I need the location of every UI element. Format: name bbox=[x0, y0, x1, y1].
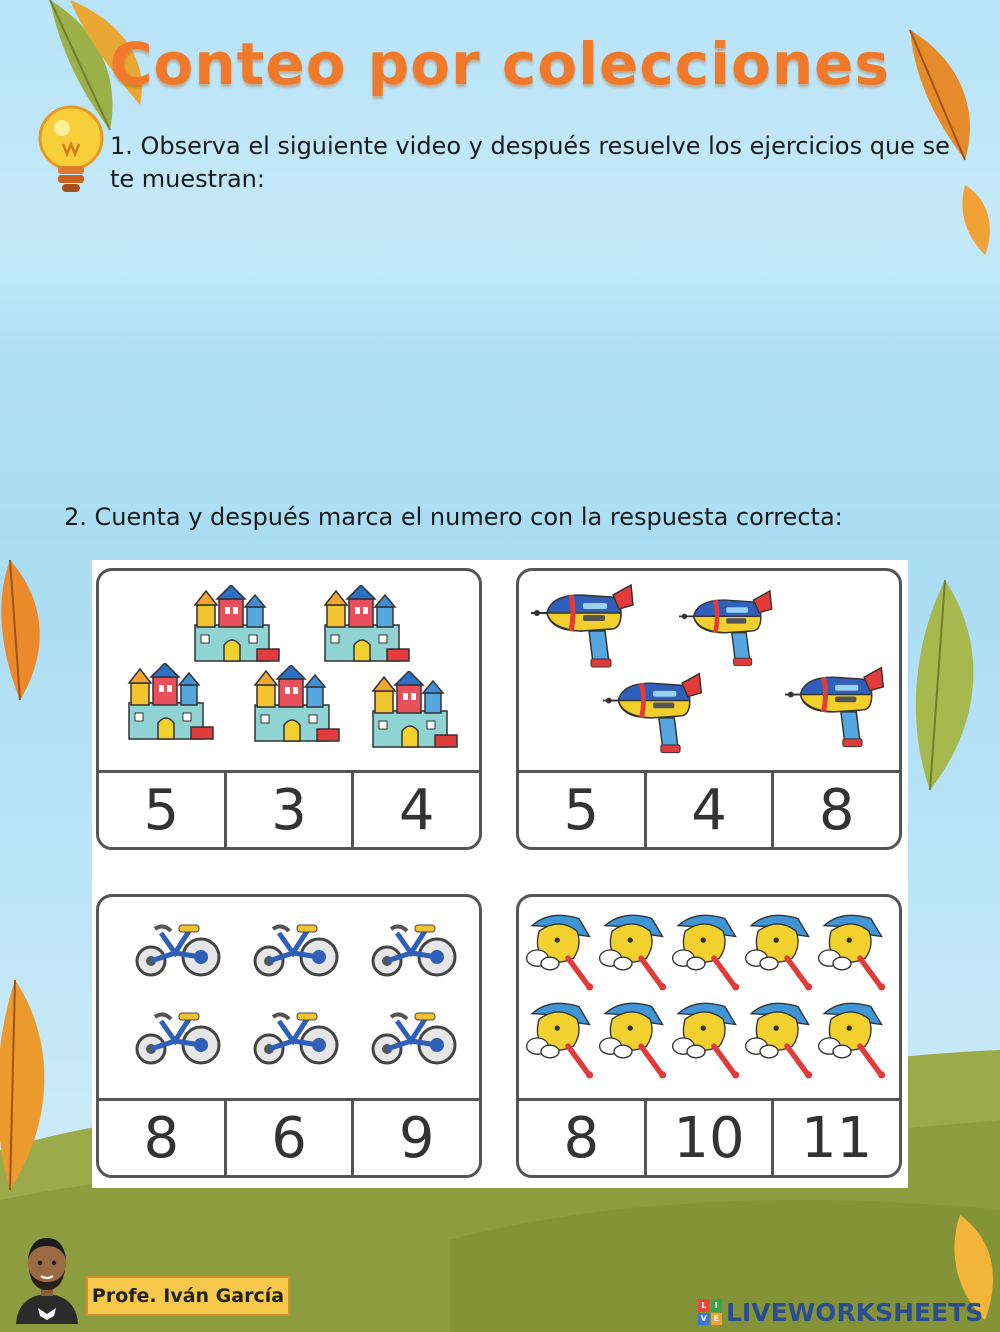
answer-option[interactable]: 3 bbox=[224, 773, 352, 847]
hobby-horse-icon bbox=[746, 1003, 813, 1078]
answer-row bbox=[99, 1098, 479, 1175]
leaf-icon bbox=[1, 560, 39, 700]
hobby-horse-icon bbox=[819, 915, 886, 990]
hobby-horse-group bbox=[519, 897, 899, 1101]
hobby-horse-icon bbox=[673, 915, 740, 990]
hobby-horse-icon bbox=[819, 1003, 886, 1078]
answer-row bbox=[519, 770, 899, 847]
hobby-horse-icon bbox=[600, 1003, 667, 1078]
ray-gun-icon bbox=[531, 585, 633, 667]
answer-option[interactable]: 8 bbox=[563, 1105, 600, 1171]
liveworksheets-icon: L I V E bbox=[698, 1299, 722, 1325]
tricycle-icon bbox=[373, 1013, 455, 1063]
instruction-count: 2. Cuenta y después marca el numero con la respuesta correcta: bbox=[64, 503, 843, 531]
tricycle-group bbox=[99, 897, 479, 1101]
answer-option[interactable]: 6 bbox=[224, 1101, 352, 1175]
tricycle-icon bbox=[255, 1013, 337, 1063]
answer-option[interactable]: 9 bbox=[351, 1101, 479, 1175]
castle-icon bbox=[255, 665, 339, 741]
exercise-panel bbox=[92, 560, 908, 1188]
hobby-horse-icon bbox=[746, 915, 813, 990]
castle-icon bbox=[373, 671, 457, 747]
answer-option[interactable]: 8 bbox=[771, 773, 899, 847]
answer-option[interactable]: 10 bbox=[644, 1101, 772, 1175]
hobby-horse-icon bbox=[600, 915, 667, 990]
ray-gun-icon bbox=[785, 668, 883, 747]
ray-gun-icon bbox=[679, 591, 772, 666]
teacher-name-tag: Profe. Iván García bbox=[86, 1276, 290, 1316]
brand-name: LIVEWORKSHEETS bbox=[726, 1297, 984, 1327]
page-title: Conteo por colecciones bbox=[109, 30, 891, 98]
answer-option[interactable]: 5 bbox=[563, 777, 600, 843]
ray-gun-group bbox=[519, 571, 899, 771]
tricycle-icon bbox=[137, 925, 219, 975]
exercise-card-hobby-horses bbox=[516, 894, 902, 1178]
hobby-horse-icon bbox=[527, 1003, 594, 1078]
lightbulb-icon bbox=[36, 104, 106, 196]
castle-group bbox=[99, 571, 479, 771]
teacher-avatar bbox=[14, 1232, 80, 1324]
castle-icon bbox=[325, 585, 409, 661]
answer-row bbox=[99, 770, 479, 847]
answer-option[interactable]: 4 bbox=[351, 773, 479, 847]
answer-option[interactable]: 5 bbox=[143, 777, 180, 843]
ray-gun-icon bbox=[603, 674, 701, 753]
castle-icon bbox=[195, 585, 279, 661]
castle-icon bbox=[129, 663, 213, 739]
exercise-card-castles bbox=[96, 568, 482, 850]
answer-option[interactable]: 11 bbox=[771, 1101, 899, 1175]
answer-row bbox=[519, 1098, 899, 1175]
video-placeholder[interactable] bbox=[0, 230, 1000, 490]
exercise-card-tricycles bbox=[96, 894, 482, 1178]
tricycle-icon bbox=[137, 1013, 219, 1063]
answer-option[interactable]: 4 bbox=[644, 773, 772, 847]
instruction-video: 1. Observa el siguiente video y después resuelve los ejercicios que se te muestran: bbox=[110, 132, 950, 193]
hobby-horse-icon bbox=[673, 1003, 740, 1078]
exercise-card-ray-guns bbox=[516, 568, 902, 850]
answer-option[interactable]: 8 bbox=[143, 1105, 180, 1171]
brand-logo[interactable] bbox=[698, 1296, 983, 1328]
leaf-icon bbox=[916, 580, 974, 790]
hobby-horse-icon bbox=[527, 915, 594, 990]
tricycle-icon bbox=[255, 925, 337, 975]
tricycle-icon bbox=[373, 925, 455, 975]
